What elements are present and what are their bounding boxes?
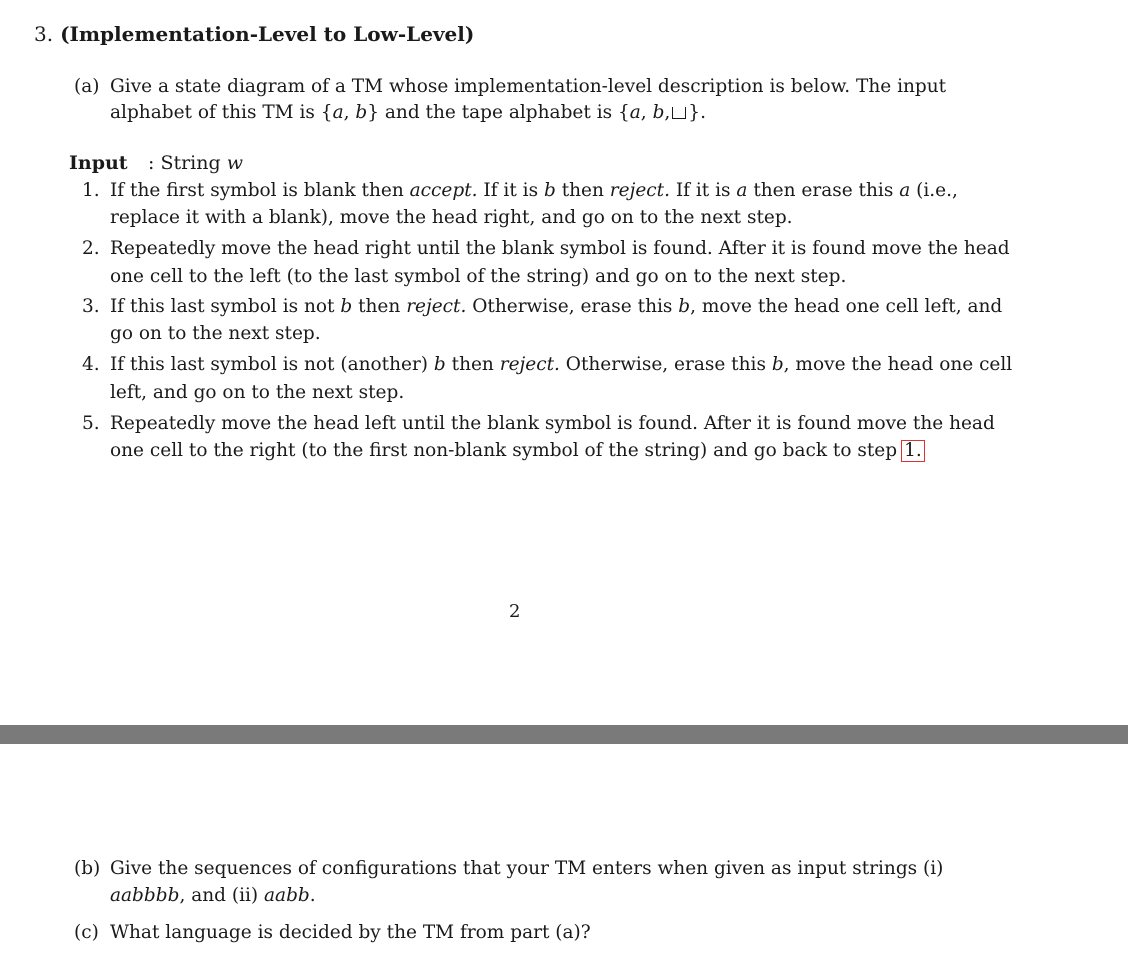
page-divider (0, 725, 1128, 744)
part-a-label: (a) (74, 76, 100, 97)
part-c-text: What language is decided by the TM from part (a)? (110, 922, 591, 943)
step-reference-link[interactable]: 1. (901, 440, 925, 462)
step-3-number: 3. (82, 296, 100, 317)
step-1-line-2: replace it with a blank), move the head right, and go on to the next step. (110, 207, 793, 228)
input-label: Input (69, 152, 128, 174)
page-number: 2 (509, 601, 521, 622)
part-b-line-2: aabbbb, and (ii) aabb. (110, 885, 316, 906)
question-title: (Implementation-Level to Low-Level) (60, 22, 475, 46)
step-5-line-2: one cell to the right (to the first non-blank symbol of the string) and go back to step 1. (110, 438, 925, 464)
step-2-line-1: Repeatedly move the head right until the blank symbol is found. After it is found move the head (110, 238, 1010, 259)
step-3-line-2: go on to the next step. (110, 323, 321, 344)
part-b-line-1: Give the sequences of configurations that your TM enters when given as input strings (i) (110, 858, 944, 879)
step-1-line-1: If the first symbol is blank then accept. If it is b then reject. If it is a then erase this a (i.e., (110, 180, 958, 201)
input-description: : String w (148, 152, 243, 174)
part-a-line-2: alphabet of this TM is {a, b} and the tape alphabet is {a, b, }. (110, 102, 706, 123)
part-c-label: (c) (74, 922, 99, 943)
part-b-label: (b) (74, 858, 101, 879)
question-number: 3. (34, 22, 54, 46)
step-4-line-2: left, and go on to the next step. (110, 382, 405, 403)
blank-symbol-icon (672, 107, 686, 119)
step-3-line-1: If this last symbol is not b then reject. Otherwise, erase this b, move the head one cell left, and (110, 296, 1003, 317)
step-5-number: 5. (82, 413, 100, 434)
part-a-line-1: Give a state diagram of a TM whose implementation-level description is below. The input (110, 76, 947, 97)
step-4-line-1: If this last symbol is not (another) b then reject. Otherwise, erase this b, move the head one cell (110, 354, 1013, 375)
step-1-number: 1. (82, 180, 100, 201)
step-2-line-2: one cell to the left (to the last symbol of the string) and go on to the next step. (110, 266, 847, 287)
step-2-number: 2. (82, 238, 100, 259)
question-heading (34, 22, 474, 46)
step-5-line-1: Repeatedly move the head left until the blank symbol is found. After it is found move the head (110, 413, 995, 434)
step-4-number: 4. (82, 354, 100, 375)
